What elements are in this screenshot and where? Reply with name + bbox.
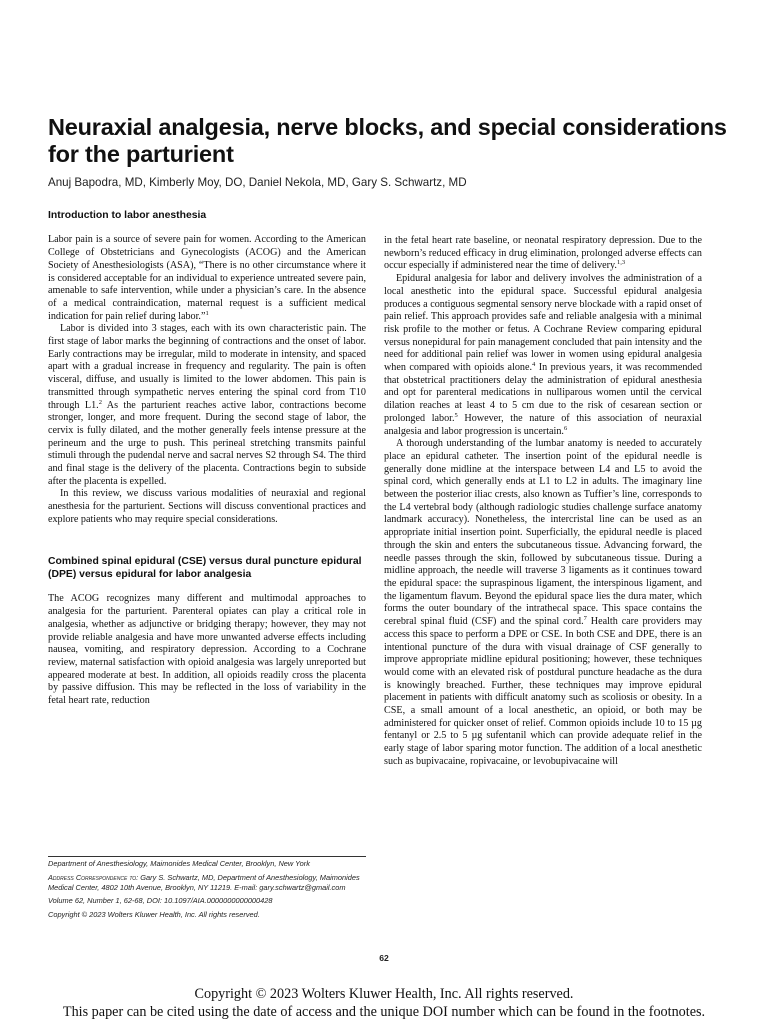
- paragraph: [384, 235, 702, 273]
- paragraph: [48, 234, 366, 323]
- page-number: 62: [379, 953, 389, 963]
- paragraph-text: However, the nature of this association of neuraxial analgesia and labor progression is uncertain.: [384, 412, 702, 437]
- section-heading-introduction: Introduction to labor anesthesia: [48, 210, 207, 221]
- correspondence-note: [48, 873, 366, 893]
- right-column: [384, 235, 702, 769]
- correspondence-text[interactable]: Gary S. Schwartz, MD, Department of Anesthesiology, Maimonides Medical Center, 4802 10th Avenue, Brooklyn, NY 11219. E-mail: gary.schwartz@gmail.com: [48, 872, 360, 892]
- reference-marker[interactable]: 6: [563, 424, 568, 432]
- paragraph-text: in the fetal heart rate baseline, or neonatal respiratory depression. Due to the newborn’s reduced efficacy in drug elimination, prolonged adverse effects can occur especially if administered near the time of delivery.: [384, 235, 702, 272]
- correspondence-label: Address Correspondence to:: [48, 872, 139, 882]
- paragraph: [48, 323, 366, 488]
- paragraph-text: Epidural analgesia for labor and delivery involves the administration of a local anesthetic into the epidural space. Successful epidural analgesia produces a contiguous segmental sensory nerve blockade with a rapid onset of pain relief. This approach provides safe and reliable analgesia with a minimal risk profile to the mother or fetus. A Cochrane Review comparing epidural versus nonepidural for pain management concluded that pain intensity and the need for additional pain relief was lower in women using epidural analgesia when compared with opioids alone.: [384, 273, 702, 374]
- section-heading-cse-dpe: Combined spinal epidural (CSE) versus dural puncture epidural (DPE) versus epidural for labor analgesia: [48, 555, 362, 580]
- reference-marker[interactable]: 1: [205, 309, 209, 317]
- citation-note: Volume 62, Number 1, 62-68, DOI: 10.1097/AIA.0000000000000428: [48, 896, 273, 906]
- citation-notice: This paper can be cited using the date of access and the unique DOI number which can be found in the footnotes.: [62, 1004, 706, 1020]
- footnotes: [48, 856, 366, 924]
- left-column: [48, 209, 366, 708]
- paragraph-text: A thorough understanding of the lumbar anatomy is needed to accurately place an epidural catheter. The insertion point of the epidural needle is generally done midline at the interspace between L4 and L5 to avoid the spinal cord, which generally ends at L1 to L2 in adults. The imaginary line between the posterior iliac crests, also known as Tuffier’s line, corresponds to the L4 vertebral body (although radiologic studies challenge surface anatomy landmark accuracy). Nonetheless, the intercristal line can be used as an appropriate initial insertion point. Superficially, the epidural needle is placed through the skin and enters the subcutaneous tissue. Advancing forward, the needle passes through the skin, followed by subcutaneous tissue. During a midline approach, the needle will traverse 3 ligaments as it continues toward the epidural space: the supraspinous ligament, the interspinous ligament, and the ligamentum flavum. Beyond the epidural space lies the dura mater, which forms the outer boundary of the intrathecal space. This space contains the cerebral spinal fluid (CSF) and the spinal cord.: [384, 438, 702, 628]
- reference-marker[interactable]: 5: [454, 411, 458, 419]
- paragraph-text: Labor pain is a source of severe pain for women. According to the American College of Obstetricians and Gynecologists (ACOG) and the American Society of Anesthesiologists (ASA), “There is no other circumstance where it is considered acceptable for an individual to experience untreated severe pain, amenable to safe intervention, while under a physician’s care. In the absence of a medical contraindication, maternal request is a sufficient medical indication for pain relief during labor.”: [48, 234, 366, 322]
- footnote-divider: [48, 856, 366, 857]
- copyright-notice: Copyright © 2023 Wolters Kluwer Health, Inc. All rights reserved.: [194, 986, 574, 1002]
- paragraph: In this review, we discuss various modalities of neuraxial and regional anesthesia for the parturient. Sections will discuss conventional practices and explore patients who may require special considerations.: [48, 488, 366, 525]
- article-title: Neuraxial analgesia, nerve blocks, and special considerations for the parturient: [48, 114, 727, 167]
- copyright-note: Copyright © 2023 Wolters Kluwer Health, Inc. All rights reserved.: [48, 910, 260, 920]
- reference-marker[interactable]: 2: [98, 398, 102, 406]
- reference-marker[interactable]: 4: [532, 361, 536, 369]
- paragraph: The ACOG recognizes many different and multimodal approaches to analgesia for the parturient. Parenteral opiates can play a critical role in analgesia, whether as adjunctive or bridging therapy; however, they may not provide reliable analgesia and have more unwanted adverse effects including nausea, vomiting, and respiratory depression. According to a Cochrane review, maternal satisfaction with opioid analgesia was largely unreported but appeared moderate at best. In addition, all opioids readily cross the placenta by passive diffusion. This may be reflected in the loss of variability in the fetal heart rate, reduction: [48, 593, 366, 707]
- paragraph-text: In previous years, it was recommended that obstetrical practitioners delay the administration of epidural anesthesia and opt for parenteral medications in nulliparous women until the cervical dilation reaches at least 4 to 5 cm due to the risk of cesarean section or prolonged labor.: [384, 362, 703, 424]
- paragraph-text: Labor is divided into 3 stages, each with its own characteristic pain. The first stage of labor marks the beginning of contractions and the onset of labor. Early contractions may be irregular, mild to moderate in intensity, and spaced apart with a gradual increase in frequency and regularity. The pain is often visceral, diffuse, and usually is limited to the lower abdomen. This pain is transmitted through sympathetic nerves entering the spinal cord from T10 through L1.: [48, 323, 366, 411]
- reference-marker[interactable]: 1,3: [616, 259, 626, 267]
- affiliation-note: Department of Anesthesiology, Maimonides Medical Center, Brooklyn, New York: [48, 859, 310, 868]
- paragraph: [384, 273, 702, 438]
- reference-marker[interactable]: 7: [583, 615, 587, 623]
- paragraph-text: Health care providers may access this space to perform a DPE or CSE. In both CSE and DPE, there is an intentional puncture of the dura with visual drainage of CSF generally to improve appropriate midline epidural positioning; however, these techniques would come with an elevated risk of postdural puncture headache as the dura is knowingly breached. Further, these techniques may improve epidural placement in patients with difficult anatomy such as scoliosis or obesity. In a CSE, a small amount of a local anesthetic, an opioid, or both may be administered for quicker onset of relief. Common opioids include 10 to 15 µg fentanyl or 2.5 to 5 µg sufentanil which can provide adequate relief in the early stage of labor sparing motor function. The addition of a local anesthetic such as bupivacaine, ropivacaine, or levobupivacaine will: [384, 616, 703, 767]
- author-list: Anuj Bapodra, MD, Kimberly Moy, DO, Daniel Nekola, MD, Gary S. Schwartz, MD: [48, 176, 467, 189]
- paragraph-text: As the parturient reaches active labor, contractions become stronger, longer, and more frequent. During the second stage of labor, the cervix is fully dilated, and the mother generally feels intense pressure at the perineum and the urge to push. This perineal stretching transmits painful stimuli through the pudendal nerve and sacral nerves S2 through S4. The third and final stage is the delivery of the placenta. Contractions begin to subside after the placenta is expelled.: [48, 399, 366, 487]
- paragraph: [384, 438, 702, 768]
